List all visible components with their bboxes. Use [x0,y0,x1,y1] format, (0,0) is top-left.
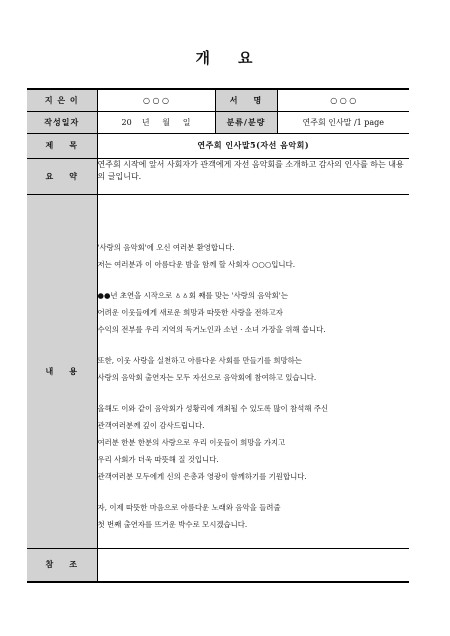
content-paragraph [98,499,410,533]
reference-label: 참 조 [27,548,97,582]
content-paragraph [98,239,410,273]
content-body [97,194,409,548]
content-line: 올해도 이와 같이 음악회가 성황리에 개최될 수 있도록 많이 참석해 주신 [97,403,329,413]
page-title-right: 요 [238,49,255,67]
reference-row [27,548,409,582]
content-line: '사랑의 음악회'에 오신 여러분 환영합니다. [97,242,235,252]
page-title-left: 개 [195,49,212,67]
content-line: 첫 번째 출연자를 뜨거운 박수로 모시겠습니다. [97,519,248,529]
summary-label: 요 약 [27,158,97,194]
content-line: 사랑의 음악회 출연자는 모두 자선으로 음악회에 참여하고 있습니다. [97,372,317,382]
subject-value: 연주회 인사말5(자선 음악회) [97,133,409,158]
page-title [0,47,450,68]
content-line: 우리 사회가 더욱 따뜻해 질 것입니다. [97,454,219,464]
content-line: 관객여러분 모두에게 신의 은총과 영광이 함께하기를 기원합니다. [97,471,307,481]
overview-form [27,88,409,583]
date-row [27,111,409,133]
content-line: 저는 여러분과 이 아름다운 밤을 함께 할 사회자 ○○○입니다. [97,259,296,269]
summary-value: 연주회 시작에 앞서 사회자가 관객에게 자선 음악회를 소개하고 감사의 인사를 하는 내용의 글입니다. [97,158,409,194]
category-label: 분류/분량 [215,111,277,133]
author-value: ○ ○ ○ [97,89,215,111]
subject-label: 제 목 [27,133,97,158]
date-value: 20 년 월 일 [97,111,215,133]
content-label: 내 용 [27,194,97,548]
signature-value: ○ ○ ○ [277,89,409,111]
content-paragraph [98,287,410,338]
content-paragraph [98,400,410,485]
author-row [27,89,409,111]
summary-row [27,158,409,194]
subject-row [27,133,409,158]
content-paragraphs [98,195,410,533]
author-label: 지 은 이 [27,89,97,111]
content-line: 또한, 이웃 사랑을 실천하고 아름다운 사회를 만들기를 희망하는 [97,355,302,365]
content-line: 관객여러분께 깊이 감사드립니다. [97,420,205,430]
content-line: ●●년 초연을 시작으로 ㅿㅿ회 째를 맞는 '사랑의 음악회'는 [97,290,288,300]
date-label: 작성일자 [27,111,97,133]
content-row [27,194,409,548]
content-line: 여러분 한분 한분의 사랑으로 우리 이웃들이 희망을 가지고 [97,437,286,447]
reference-value [97,548,409,582]
content-line: 어려운 이웃들에게 새로운 희망과 따뜻한 사랑을 전하고자 [97,307,283,317]
content-paragraph [98,352,410,386]
content-line: 수익의 전부를 우리 지역의 독거노인과 소년 · 소녀 가장을 위해 씁니다. [97,324,326,334]
content-line: 자, 이제 따뜻한 마음으로 아름다운 노래와 음악을 들려줄 [97,502,281,512]
category-value: 연주회 인사말 /1 page [277,111,409,133]
signature-label: 서 명 [215,89,277,111]
